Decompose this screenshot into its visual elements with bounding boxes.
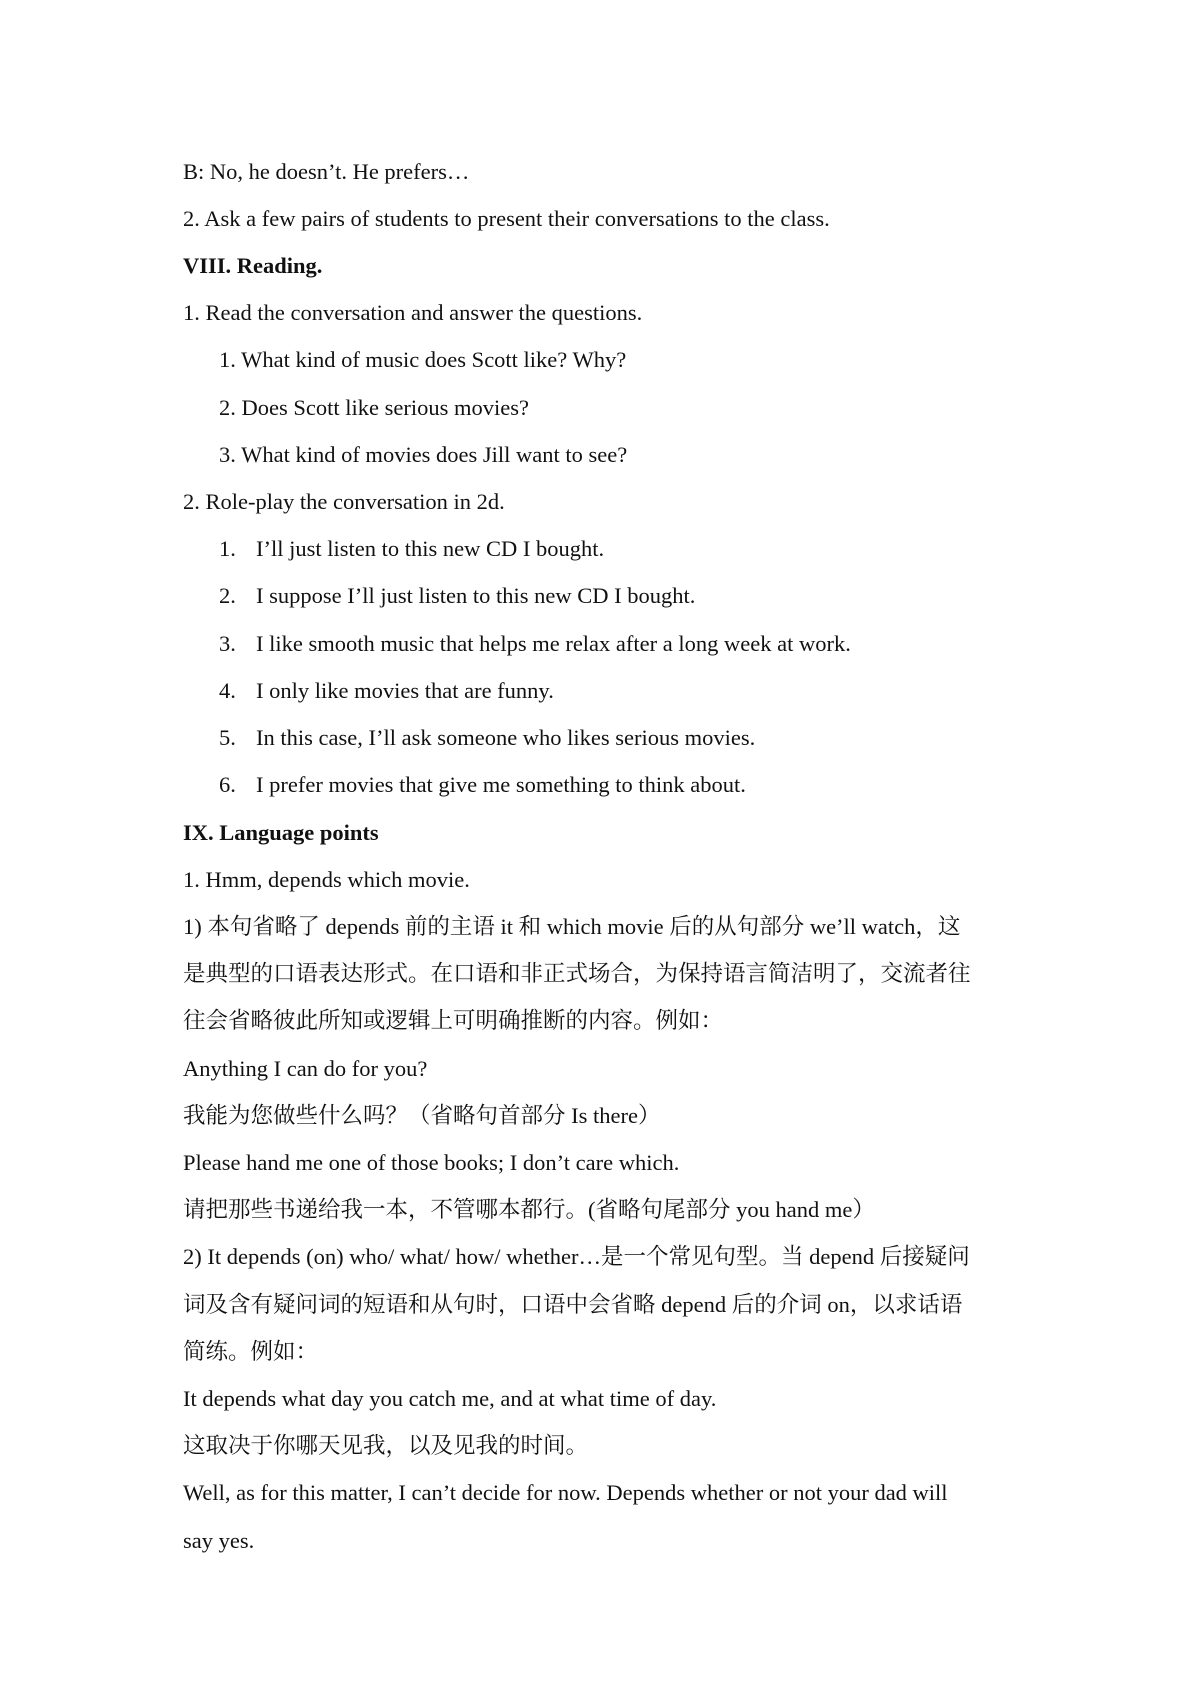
example-english: Please hand me one of those books; I don’t care which. — [183, 1150, 680, 1175]
reading-question: 2. Does Scott like serious movies? — [219, 395, 529, 420]
reading-task-1: 1. Read the conversation and answer the questions. — [183, 300, 643, 325]
section-heading-reading: VIII. Reading. — [183, 253, 323, 278]
reading-task-2: 2. Role-play the conversation in 2d. — [183, 489, 505, 514]
language-point-1: 1. Hmm, depends which movie. — [183, 867, 470, 892]
section-heading-language: IX. Language points — [183, 820, 379, 845]
note-1-line: 往会省略彼此所知或逻辑上可明确推断的内容。例如： — [183, 1008, 724, 1033]
sentence-text: In this case, I’ll ask someone who likes serious movies. — [256, 725, 756, 750]
note-1-line: 1) 本句省略了 depends 前的主语 it 和 which movie 后的从句部分 we’ll watch，这 — [183, 914, 961, 939]
dialogue-line: B: No, he doesn’t. He prefers… — [183, 159, 470, 184]
instruction-present: 2. Ask a few pairs of students to present their conversations to the class. — [183, 206, 830, 231]
note-1-line: 是典型的口语表达形式。在口语和非正式场合，为保持语言简洁明了，交流者往 — [183, 961, 971, 986]
note-2-line: 简练。例如： — [183, 1339, 319, 1364]
example-english: Well, as for this matter, I can’t decide for now. Depends whether or not your dad will — [183, 1480, 948, 1505]
sentence-text: I prefer movies that give me something to think about. — [256, 772, 746, 797]
sentence-text: I’ll just listen to this new CD I bought. — [256, 536, 605, 561]
sentence-number: 6. — [219, 772, 236, 797]
sentence-number: 1. — [219, 536, 236, 561]
example-chinese: 这取决于你哪天见我，以及见我的时间。 — [183, 1433, 589, 1458]
example-english: It depends what day you catch me, and at what time of day. — [183, 1386, 717, 1411]
sentence-number: 4. — [219, 678, 236, 703]
sentence-number: 2. — [219, 583, 236, 608]
sentence-text: I like smooth music that helps me relax after a long week at work. — [256, 631, 851, 656]
sentence-number: 5. — [219, 725, 236, 750]
reading-question: 3. What kind of movies does Jill want to see? — [219, 442, 628, 467]
example-chinese: 请把那些书递给我一本，不管哪本都行。(省略句尾部分 you hand me） — [183, 1197, 875, 1222]
example-chinese: 我能为您做些什么吗？（省略句首部分 Is there） — [183, 1103, 661, 1128]
note-2-line: 2) It depends (on) who/ what/ how/ whether…是一个常见句型。当 depend 后接疑问 — [183, 1244, 970, 1269]
reading-question: 1. What kind of music does Scott like? Why? — [219, 347, 627, 372]
sentence-number: 3. — [219, 631, 236, 656]
sentence-text: I only like movies that are funny. — [256, 678, 554, 703]
note-2-line: 词及含有疑问词的短语和从句时，口语中会省略 depend 后的介词 on，以求话语 — [183, 1292, 963, 1317]
sentence-text: I suppose I’ll just listen to this new CD I bought. — [256, 583, 696, 608]
example-english: Anything I can do for you? — [183, 1056, 428, 1081]
example-english-continued: say yes. — [183, 1528, 255, 1553]
